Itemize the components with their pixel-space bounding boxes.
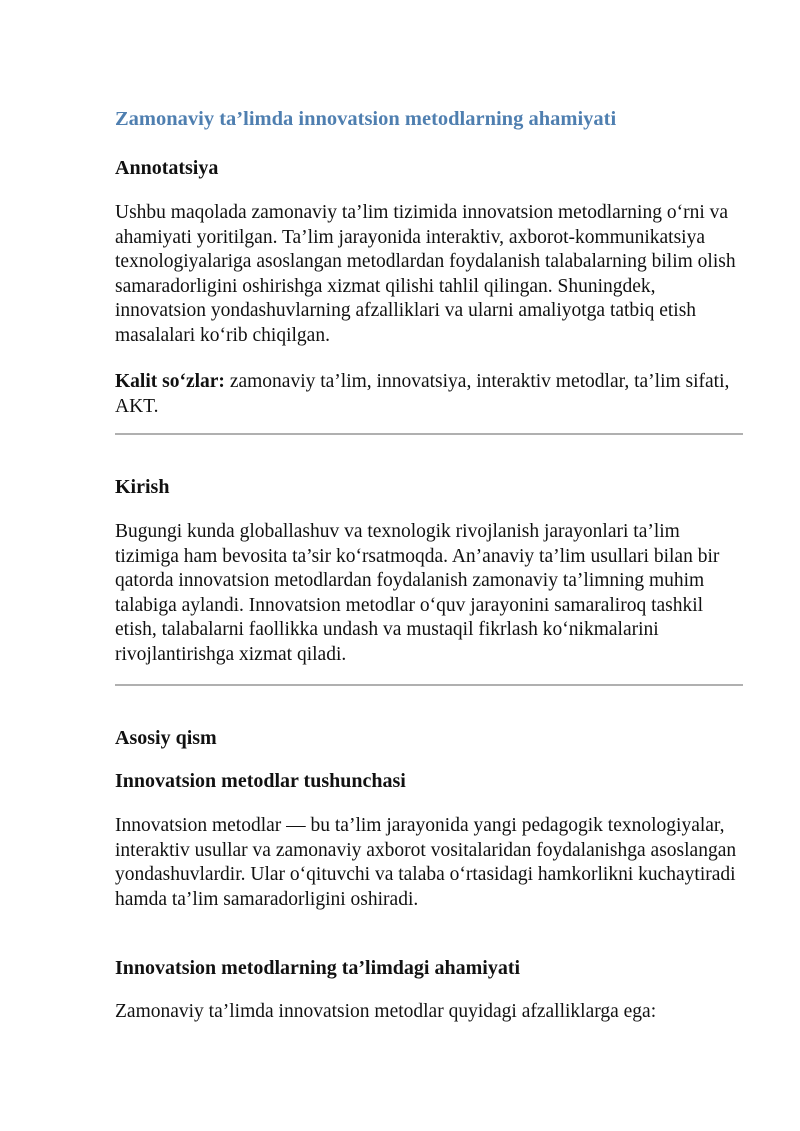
importance-text: Zamonaviy ta’limda innovatsion metodlar quyidagi afzalliklarga ega: <box>115 1001 657 1022</box>
intro-heading: Kirish <box>115 476 170 498</box>
annotation-text: Ushbu maqolada zamonaviy ta’lim tizimida innovatsion metodlarning o‘rni va ahamiyati yoritilgan. Ta’lim jarayonida interaktiv, axborot-kommunikatsiya texnologiyalariga asoslangan metodlardan foydalanish talabalarning bilim olish samaradorligini oshirishga xizmat qilishi tahlil qilingan. Shuningdek, innovatsion yondashuvlarning afzalliklari va ularni amaliyotga tatbiq etish masalalari ko‘rib chiqilgan. <box>115 202 736 346</box>
subsection-heading-concept: Innovatsion metodlar tushunchasi <box>115 770 406 792</box>
section-divider <box>115 684 743 686</box>
keywords-paragraph <box>115 370 740 419</box>
keywords-text: zamonaviy ta’lim, innovatsiya, interaktiv metodlar, ta’lim sifati, AKT. <box>115 371 730 417</box>
annotation-heading: Annotatsiya <box>115 157 219 179</box>
subsection-heading-importance: Innovatsion metodlarning ta’limdagi ahamiyati <box>115 957 521 979</box>
document-title: Zamonaviy ta’limda innovatsion metodlarning ahamiyati <box>115 108 617 130</box>
keywords-label: Kalit so‘zlar: <box>115 371 225 392</box>
intro-text: Bugungi kunda globallashuv va texnologik rivojlanish jarayonlari ta’lim tizimiga ham bevosita ta’sir ko‘rsatmoqda. An’anaviy ta’lim usullari bilan bir qatorda innovatsion metodlardan foydalanish zamonaviy ta’limning muhim talabiga aylandi. Innovatsion metodlar o‘quv jarayonini samaraliroq tashkil etish, talabalarni faollikka undash va mustaqil fikrlash ko‘nikmalarini rivojlantirishga xizmat qiladi. <box>115 521 720 665</box>
main-heading: Asosiy qism <box>115 727 217 749</box>
section-divider <box>115 433 743 435</box>
concept-text: Innovatsion metodlar — bu ta’lim jarayonida yangi pedagogik texnologiyalar, interaktiv usullar va zamonaviy axborot vositalaridan foydalanishga asoslangan yondashuvlardir. Ular o‘qituvchi va talaba o‘rtasidagi hamkorlikni kuchaytiradi hamda ta’lim samaradorligini oshiradi. <box>115 815 737 910</box>
